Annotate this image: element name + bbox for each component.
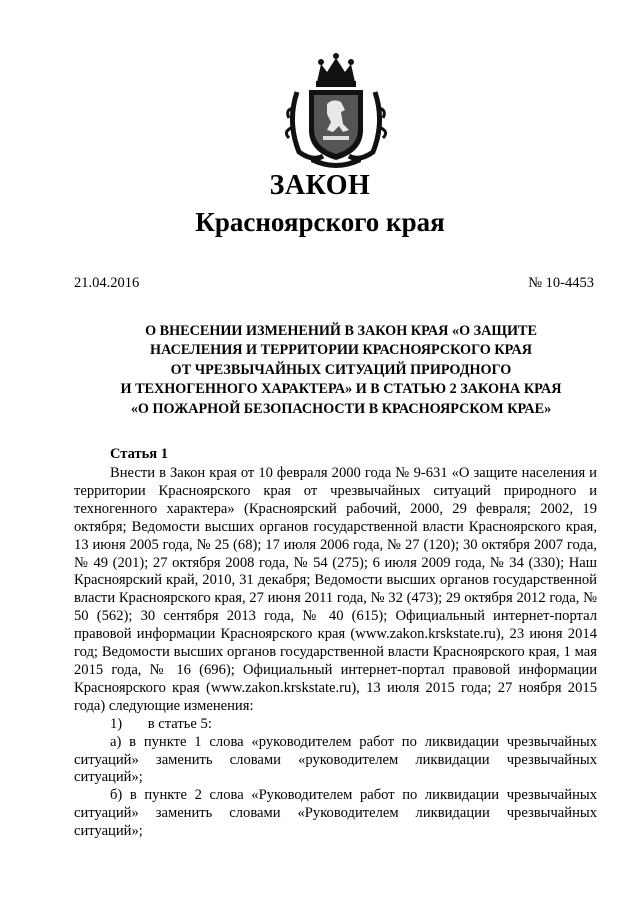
article-item-b: б) в пункте 2 слова «Руководителем работ по ликвидации чрезвычайных ситуаций» заменить словами «Руководителем ликвидации чрезвычайных ситуаций»; <box>74 787 597 840</box>
heading-line: «О ПОЖАРНОЙ БЕЗОПАСНОСТИ В КРАСНОЯРСКОМ КРАЕ» <box>130 400 552 417</box>
article-title: Статья 1 <box>110 446 168 462</box>
document-subtitle: Красноярского края <box>195 207 445 237</box>
document-title: ЗАКОН <box>269 170 371 201</box>
heading-line: НАСЕЛЕНИЯ И ТЕРРИТОРИИ КРАСНОЯРСКОГО КРАЯ <box>150 342 532 359</box>
coat-of-arms-emblem <box>283 52 389 168</box>
document-date: 21.04.2016 <box>74 275 140 291</box>
heading-line: И ТЕХНОГЕННОГО ХАРАКТЕРА» И В СТАТЬЮ 2 ЗАКОНА КРАЯ <box>120 381 562 398</box>
document-number: № 10-4453 <box>528 275 594 291</box>
article-intro-paragraph: Внести в Закон края от 10 февраля 2000 года № 9-631 «О защите населения и территории Красноярского края от чрезвычайных ситуаций природного и техногенного характера» (Красноярский рабочий, 2000, 29 февраля; 2002, 19 октября; Ведомости высших органов государственной власти Красноярского края, 13 июня 2005 года, № 25 (68); 17 июля 2006 года, № 27 (120); 30 октября 2007 года, № 49 (201); 27 октября 2008 года, № 54 (275); 6 июля 2009 года, № 34 (330); Наш Красноярский край, 2010, 31 декабря; Ведомости высших органов государственной власти Красноярского края, 27 июня 2011 года, № 32 (473); 29 октября 2012 года, № 50 (562); 30 сентября 2013 года, № 40 (615); Официальный интернет-портал правовой информации Красноярского края (www.zakon.krskstate.ru), 23 июня 2014 год; Ведомости высших органов государственной власти Красноярского края, 1 мая 2015 года, № 16 (696); Официальный интернет-портал правовой информации Красноярского края (www.zakon.krskstate.ru), 13 июля 2015 года; 27 ноября 2015 года) следующие изменения: <box>74 465 597 714</box>
article-body <box>74 465 597 841</box>
article-item-1: 1) в статье 5: <box>110 715 212 732</box>
heading-line: ОТ ЧРЕЗВЫЧАЙНЫХ СИТУАЦИЙ ПРИРОДНОГО <box>170 361 512 378</box>
heading-line: О ВНЕСЕНИИ ИЗМЕНЕНИЙ В ЗАКОН КРАЯ «О ЗАЩИТЕ <box>145 323 537 339</box>
article-item-a: а) в пункте 1 слова «руководителем работ по ликвидации чрезвычайных ситуаций» заменить словами «руководителем ликвидации чрезвычайных ситуаций»; <box>74 733 597 786</box>
law-heading <box>60 322 622 419</box>
